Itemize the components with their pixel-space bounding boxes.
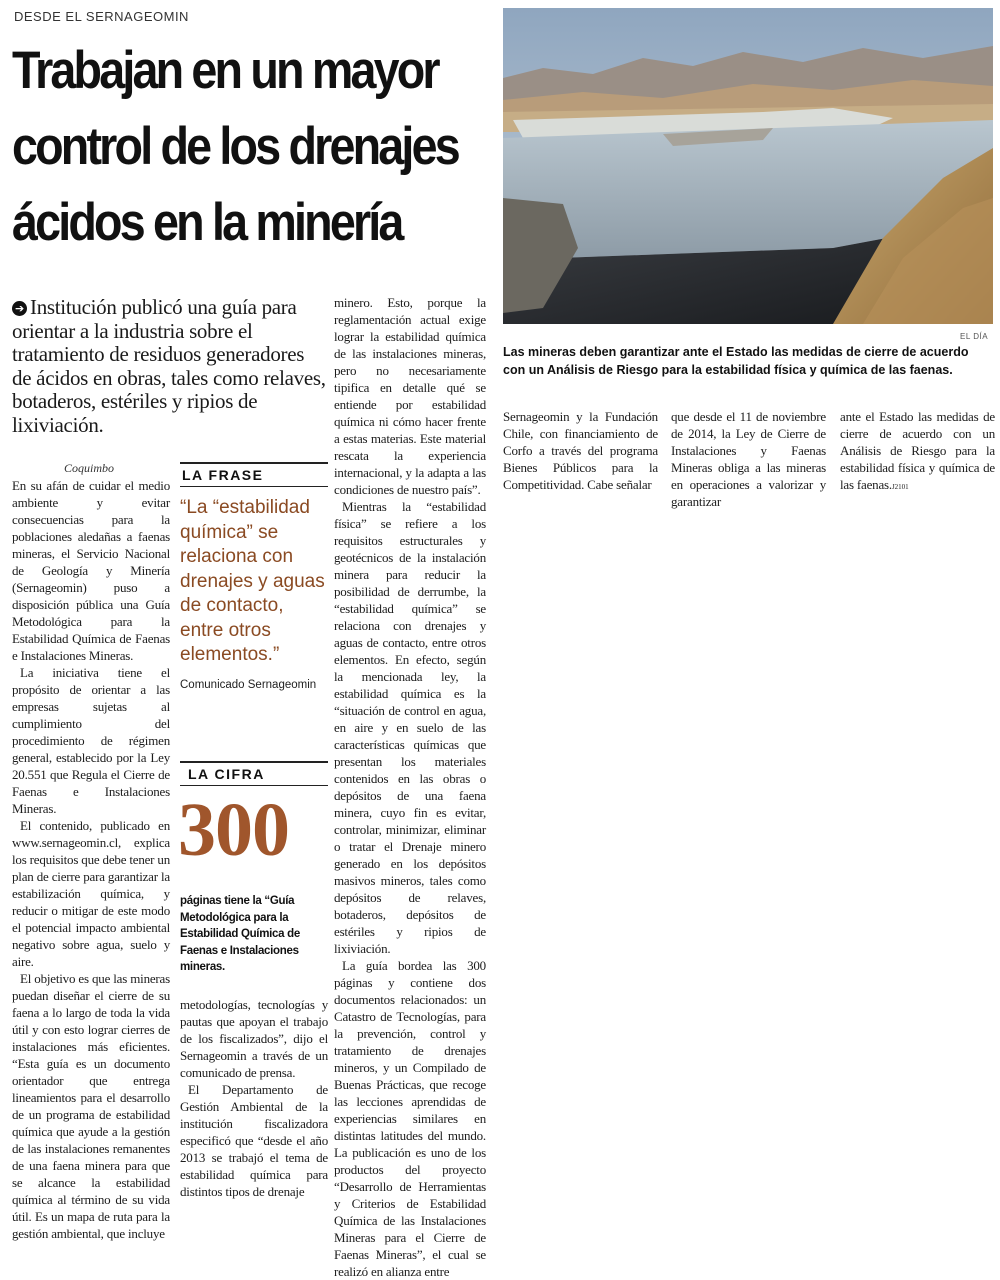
deck <box>12 296 327 437</box>
paragraph: La guía bordea las 300 páginas y contiene dos documentos relacionados: un Catastro de Tecnologías, para la prevención, control y tratamiento de drenajes mineros, y un Compilado de Buenas Prácticas, que recoge las lecciones aprendidas de experiencias similares en distintas latitudes del mundo. La publicación es uno de los productos del proyecto “Desarrollo de Herramientas y Criterios de Estabilidad Química de las Instalaciones Mineras para el Cierre de Faenas Mineras”, el cual se realizó en alianza entre <box>334 958 486 1279</box>
paragraph: minero. Esto, porque la reglamentación actual exige lograr la estabilidad química de las instalaciones mineras, pero no necesariamente tipifica en detalle qué se entiende por estabilidad química ni cómo hacer frente a estas materias. Este material rescata la experiencia internacional, y la adapta a las condiciones de nuestro país”. <box>334 295 486 497</box>
paragraph: El contenido, publicado en www.sernageomin.cl, explica los requisitos que debe tener un plan de cierre para garantizar la estabilización química, y reducir o mitigar de este modo el potencial impacto ambiental negativo sobre agua, suelo y aire. <box>12 818 170 969</box>
body-column-4 <box>503 408 658 493</box>
arrow-right-circle-icon: ➔ <box>12 301 27 316</box>
pull-quote: “La “estabilidad química” se relaciona con drenajes y aguas de contacto, entre otros elementos.” <box>180 497 325 665</box>
paragraph: Mientras la “estabilidad física” se refiere a los requisitos estructurales y geotécnicos de la instalación minera para reducir la posibilidad de derrumbe, la “estabilidad química” se relaciona con drenajes y aguas de contacto, entre otros elementos. En efecto, según la mencionada ley, la estabilidad química es la “situación de control en agua, en aire y en suelo de las características químicas que presentan los materiales contenidos en las obras o depósitos de una faena minera, cuyo fin es evitar, controlar, minimizar, eliminar o tratar el Drenaje minero generado en los depósitos masivos mineros, tales como depósitos de relaves, botaderos, depósitos de estériles y ripios de lixiviación. <box>334 499 486 956</box>
paragraph: metodologías, tecnologías y pautas que apoyan el trabajo de los fiscalizados”, dijo el Sernageomin a través de un comunicado de prensa. <box>180 997 328 1080</box>
body-column-3 <box>334 294 486 1280</box>
paragraph-text: ante el Estado las medidas de cierre de acuerdo con un Análisis de Riesgo para la estabilidad física y química de las faenas. <box>840 409 995 492</box>
cifra-label: LA CIFRA <box>188 766 265 782</box>
mining-pond-photo <box>503 8 993 324</box>
paragraph: Sernageomin y la Fundación Chile, con financiamiento de Corfo a través del programa Bienes Públicos para la Competitividad. Cabe señalar <box>503 409 658 492</box>
body-column-6 <box>840 408 995 496</box>
frase-top-rule <box>180 462 328 464</box>
headline <box>12 33 458 261</box>
body-column-1 <box>12 477 170 1242</box>
section-tag: DESDE EL SERNAGEOMIN <box>14 9 189 24</box>
cifra-label-rule <box>180 785 328 786</box>
paragraph: En su afán de cuidar el medio ambiente y evitar consecuencias para la poblaciones aledañas a faenas mineras, el Servicio Nacional de Geología y Minería (Sernageomin) puso a disposición pública una Guía Metodológica para la Estabilidad Química de Faenas e Instalaciones Mineras. <box>12 478 170 663</box>
body-column-2 <box>180 996 328 1200</box>
cifra-top-rule <box>180 761 328 763</box>
headline-line: control de los drenajes <box>12 117 458 176</box>
quote-source: Comunicado Sernageomin <box>180 679 317 691</box>
dateline: Coquimbo <box>64 461 115 475</box>
headline-line: ácidos en la minería <box>12 193 402 252</box>
paragraph: El Departamento de Gestión Ambiental de la institución fiscalizadora especificó que “desde el año 2013 se trabajó el tema de estabilidad química para distintos tipos de drenaje <box>180 1082 328 1199</box>
photo-illustration <box>503 8 993 324</box>
body-column-5 <box>671 408 826 510</box>
paragraph <box>840 408 995 496</box>
frase-label-rule <box>180 486 328 487</box>
paragraph: El objetivo es que las mineras puedan diseñar el cierre de su faena a lo largo de toda la vida útil y con esto lograr cierres de instalaciones más eficientes. “Esta guía es un documento orientador que entrega lineamientos para el desarrollo de un programa de estabilidad química que ayude a la gestión de las instalaciones remanentes de una faena minera para que se alcance la estabilidad química al término de su vida útil. Es un mapa de ruta para la gestión ambiental, que incluye <box>12 971 170 1241</box>
frase-label: LA FRASE <box>182 467 264 483</box>
paragraph: La iniciativa tiene el propósito de orientar a las empresas sujetas al cumplimiento del procedimiento de régimen general, establecido por la Ley 20.551 que Regula el Cierre de Faenas e Instalaciones Mineras. <box>12 665 170 816</box>
photo-credit: EL DÍA <box>960 332 989 341</box>
deck-text: Institución publicó una guía para orientar a la industria sobre el tratamiento de residuos generadores de ácidos en obras, tales como relaves, botaderos, estériles y ripios de lixiviación. <box>12 295 326 437</box>
number-caption: páginas tiene la “Guía Metodológica para la Estabilidad Química de Faenas e Instalaciones mineras. <box>180 895 300 973</box>
headline-line: Trabajan en un mayor <box>12 41 438 100</box>
end-mark: J2101 <box>891 483 909 491</box>
highlight-number: 300 <box>178 788 289 872</box>
paragraph: que desde el 11 de noviembre de 2014, la Ley de Cierre de Instalaciones y Faenas Mineras obliga a las mineras en operaciones a valorizar y garantizar <box>671 409 826 509</box>
photo-caption: Las mineras deben garantizar ante el Estado las medidas de cierre de acuerdo con un Análisis de Riesgo para la estabilidad física y química de las faenas. <box>503 345 969 377</box>
